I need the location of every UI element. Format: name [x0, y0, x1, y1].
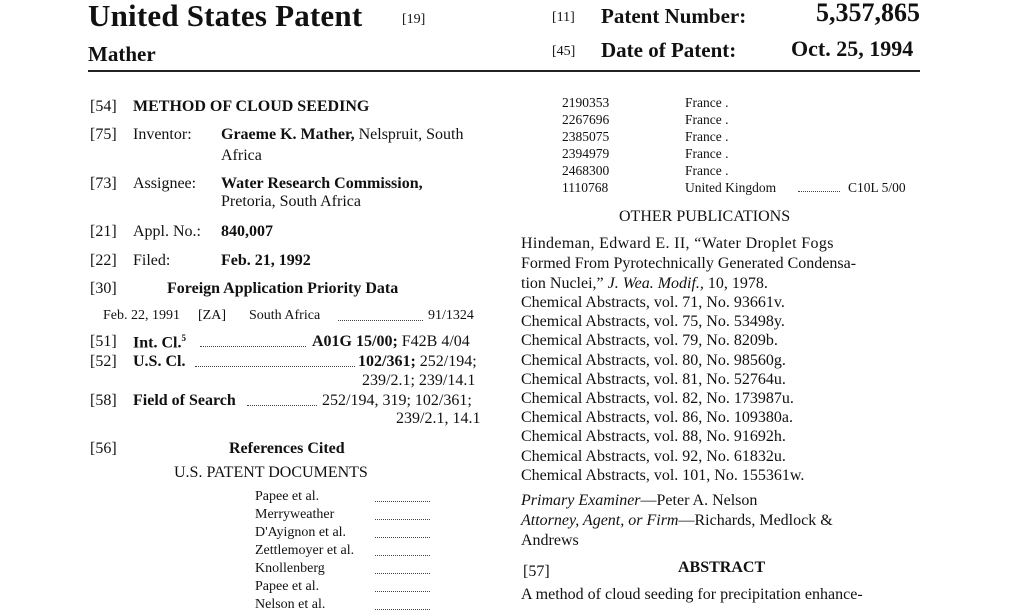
attorney [521, 512, 833, 530]
chemical-abstract-item: Chemical Abstracts, vol. 86, No. 109380a. [521, 409, 793, 427]
intcl-label: Int. Cl. [133, 334, 182, 352]
refs-heading: References Cited [229, 440, 345, 457]
priority-date: Feb. 22, 1991 [103, 308, 180, 323]
patent-date: Oct. 25, 1994 [791, 36, 914, 61]
attorney-name: —Richards, Medlock & [678, 512, 833, 529]
intcl-leader [200, 346, 306, 347]
chemical-abstract-item: Chemical Abstracts, vol. 80, No. 98560g. [521, 351, 786, 369]
foreign-patent-no: 2394979 [562, 146, 610, 161]
uscl-ref: [52] [90, 353, 117, 370]
us-patent-leader [375, 537, 430, 538]
inventor-ref: [75] [90, 126, 117, 143]
primary-examiner-name: —Peter A. Nelson [640, 492, 758, 509]
chemical-abstract-item: Chemical Abstracts, vol. 88, No. 91692h. [521, 428, 786, 446]
us-patent-leader [375, 501, 430, 502]
search-label: Field of Search [133, 392, 236, 409]
us-patent-name: Nelson et al. [255, 597, 326, 612]
foreign-patent-country: France . [685, 163, 729, 178]
hindeman-line-3 [521, 275, 768, 293]
us-patent-leader [375, 591, 430, 592]
attorney-line-2: Andrews [521, 532, 579, 549]
inventor-location-2: Africa [221, 147, 262, 164]
search-line-2: 239/2.1, 14.1 [396, 410, 481, 427]
appl-ref: [21] [90, 223, 117, 240]
primary-examiner-label: Primary Examiner [521, 492, 641, 509]
hindeman-line-1: Hindeman, Edward E. II, “Water Droplet Fogs [521, 235, 834, 252]
inventor-line1 [221, 126, 463, 144]
foreign-patent-leader [798, 191, 840, 192]
priority-heading: Foreign Application Priority Data [167, 280, 399, 297]
priority-leader [338, 320, 423, 321]
foreign-patent-no: 2190353 [562, 95, 610, 110]
chemical-abstract-item: Chemical Abstracts, vol. 79, No. 8209b. [521, 332, 778, 350]
foreign-patent-no: 1110768 [562, 180, 609, 195]
intcl-label-wrap [133, 333, 186, 352]
uscl-value-2: 252/194; [415, 353, 477, 370]
inventor-name: Graeme K. Mather, [221, 126, 355, 143]
hindeman-line-3c: 10, 1978. [703, 275, 768, 292]
chemical-abstract-item: Chemical Abstracts, vol. 101, No. 155361w. [521, 466, 805, 484]
date-ref: [45] [552, 44, 576, 59]
chemical-abstract-item: Chemical Abstracts, vol. 71, No. 93661v. [521, 294, 785, 311]
search-value: 252/194, 319; 102/361; [322, 392, 472, 409]
search-leader [247, 405, 317, 406]
attorney-label: Attorney, Agent, or Firm [521, 512, 679, 529]
title-ref: [19] [402, 12, 426, 27]
intcl-ref: [51] [90, 333, 117, 350]
chemical-abstract-item: Chemical Abstracts, vol. 75, No. 53498y. [521, 313, 785, 331]
intcl-value-wrap [312, 333, 470, 351]
us-patent-leader [375, 519, 430, 520]
uscl-leader [195, 366, 355, 367]
hindeman-line-3a: tion Nuclei,” [521, 275, 608, 292]
foreign-patent-country: France . [685, 146, 729, 161]
title-field-ref: [54] [90, 98, 117, 115]
priority-ref: [30] [90, 280, 117, 297]
foreign-patent-no: 2468300 [562, 163, 610, 178]
us-patent-name: D'Ayignon et al. [255, 525, 347, 540]
foreign-patent-country: France . [685, 129, 729, 144]
invention-title: METHOD OF CLOUD SEEDING [133, 98, 370, 115]
assignee-name: Water Research Commission, [221, 175, 423, 192]
intcl-value: A01G 15/00; [312, 333, 398, 350]
refs-ref: [56] [90, 440, 117, 457]
us-patent-name: Papee et al. [255, 579, 320, 594]
filed-label: Filed: [133, 252, 171, 269]
priority-country: South Africa [249, 308, 321, 323]
intcl-superscript: 5 [181, 333, 186, 343]
uscl-value: 102/361; [358, 353, 416, 370]
abstract-ref: [57] [523, 563, 550, 580]
inventor-location: Nelspruit, South [354, 126, 464, 143]
priority-country-code: [ZA] [198, 308, 226, 323]
patent-number-label: Patent Number: [601, 4, 747, 28]
assignee-ref: [73] [90, 175, 117, 192]
priority-number: 91/1324 [428, 308, 474, 323]
patent-number-ref: [11] [552, 10, 575, 25]
us-patent-name: Knollenberg [255, 561, 325, 576]
us-patent-name: Zettlemoyer et al. [255, 543, 355, 558]
foreign-patent-no: 2385075 [562, 129, 610, 144]
abstract-heading: ABSTRACT [678, 559, 766, 576]
journal-name: J. Wea. Modif., [607, 275, 704, 292]
header-divider [88, 70, 920, 72]
us-patent-leader [375, 609, 430, 610]
filed-date: Feb. 21, 1992 [221, 252, 311, 269]
patent-title: United States Patent [88, 0, 363, 33]
foreign-patent-country: France . [685, 95, 729, 110]
patent-number: 5,357,865 [816, 0, 920, 27]
appl-number: 840,007 [221, 223, 273, 240]
other-pubs-heading: OTHER PUBLICATIONS [619, 208, 791, 225]
search-ref: [58] [90, 392, 117, 409]
intcl-value-2: F42B 4/04 [397, 333, 470, 350]
uscl-label: U.S. Cl. [133, 353, 186, 370]
date-label: Date of Patent: [601, 38, 737, 62]
inventor-label: Inventor: [133, 126, 192, 143]
primary-examiner [521, 492, 757, 510]
us-patent-name: Merryweather [255, 507, 335, 522]
us-patent-leader [375, 573, 430, 574]
us-patent-leader [375, 555, 430, 556]
uscl-line-2: 239/2.1; 239/14.1 [362, 372, 476, 389]
filed-ref: [22] [90, 252, 117, 269]
chemical-abstract-item: Chemical Abstracts, vol. 81, No. 52764u. [521, 370, 786, 388]
foreign-patent-country: France . [685, 112, 729, 127]
chemical-abstract-item: Chemical Abstracts, vol. 82, No. 173987u. [521, 390, 794, 407]
assignee-location: Pretoria, South Africa [221, 193, 361, 210]
uscl-value-wrap [358, 353, 477, 371]
appl-label: Appl. No.: [133, 223, 201, 240]
chemical-abstract-item: Chemical Abstracts, vol. 92, No. 61832u. [521, 447, 786, 465]
us-patent-name: Papee et al. [255, 489, 320, 504]
foreign-patent-country: United Kingdom [685, 180, 777, 195]
abstract-first-line: A method of cloud seeding for precipitation enhance- [521, 586, 863, 603]
assignee-label: Assignee: [133, 175, 197, 192]
us-docs-heading: U.S. PATENT DOCUMENTS [174, 464, 368, 481]
hindeman-line-2: Formed From Pyrotechnically Generated Condensa- [521, 255, 857, 272]
foreign-patent-no: 2267696 [562, 112, 610, 127]
inventor-surname: Mather [88, 42, 156, 66]
foreign-patent-cls: C10L 5/00 [848, 180, 906, 195]
